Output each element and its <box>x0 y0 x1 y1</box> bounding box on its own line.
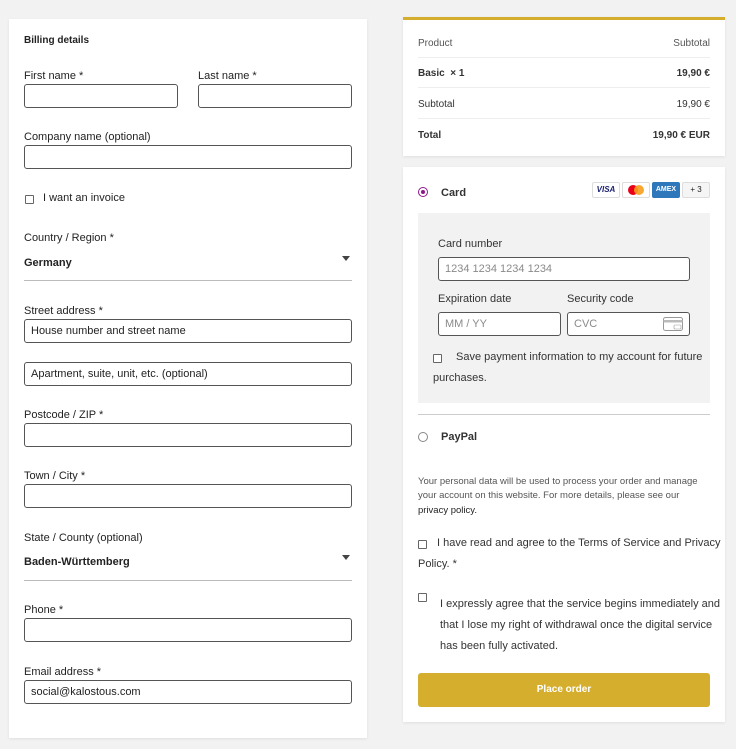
mastercard-icon <box>622 182 650 198</box>
payment-panel <box>403 167 725 722</box>
card-number-label: Card number <box>438 238 503 250</box>
divider <box>418 414 710 415</box>
radio-dot <box>421 190 425 194</box>
item-price: 19,90 € <box>676 68 710 79</box>
chevron-down-icon <box>342 555 350 560</box>
card-label: Card <box>441 187 467 199</box>
expiration-input[interactable]: MM / YY <box>438 312 561 336</box>
total-label: Total <box>418 130 442 141</box>
apartment-input[interactable]: Apartment, suite, unit, etc. (optional) <box>24 362 352 386</box>
save-info-line2: purchases. <box>433 372 487 384</box>
state-label: State / County (optional) <box>24 532 143 544</box>
save-info-checkbox[interactable] <box>433 354 442 363</box>
expiration-label: Expiration date <box>438 293 512 305</box>
card-number-input[interactable]: 1234 1234 1234 1234 <box>438 257 690 281</box>
withdrawal-line1: I expressly agree that the service begins immediately and <box>440 598 721 610</box>
town-label: Town / City * <box>24 470 86 482</box>
country-label: Country / Region * <box>24 232 114 244</box>
terms-line1: I have read and agree to the Terms of Service and Privacy <box>437 537 721 549</box>
cvc-card-icon <box>663 317 683 334</box>
col-product: Product <box>418 38 453 49</box>
paypal-label: PayPal <box>441 431 478 443</box>
first-name-input[interactable] <box>24 84 178 108</box>
divider <box>418 87 710 88</box>
state-select[interactable] <box>24 547 352 581</box>
state-value: Baden-Württemberg <box>24 556 130 568</box>
card-form <box>418 213 710 403</box>
privacy-policy-link[interactable]: privacy policy. <box>418 505 477 516</box>
town-input[interactable] <box>24 484 352 508</box>
invoice-label: I want an invoice <box>43 192 125 204</box>
company-input[interactable] <box>24 145 352 169</box>
subtotal-value: 19,90 € <box>676 99 710 110</box>
save-info-line1: Save payment information to my account for future <box>456 351 703 363</box>
country-select[interactable] <box>24 247 352 281</box>
divider <box>418 57 710 58</box>
street-input[interactable]: House number and street name <box>24 319 352 343</box>
security-label: Security code <box>567 293 634 305</box>
first-name-label: First name * <box>24 70 84 82</box>
country-value: Germany <box>24 257 72 269</box>
item-name: Basic × 1 <box>418 68 465 79</box>
withdrawal-checkbox[interactable] <box>418 593 427 602</box>
street-label: Street address * <box>24 305 103 317</box>
privacy-line1: Your personal data will be used to process your order and manage <box>418 476 698 487</box>
invoice-checkbox[interactable] <box>25 195 34 204</box>
phone-label: Phone * <box>24 604 64 616</box>
order-summary <box>403 17 725 156</box>
billing-panel <box>9 19 367 738</box>
place-order-button[interactable]: Place order <box>418 673 710 707</box>
chevron-down-icon <box>342 256 350 261</box>
more-brands-badge: + 3 <box>682 182 710 198</box>
total-value: 19,90 € EUR <box>652 130 710 141</box>
privacy-line2: your account on this website. For more details, please see our <box>418 490 680 501</box>
subtotal-label: Subtotal <box>418 99 455 110</box>
withdrawal-line2: that I lose my right of withdrawal once the digital service <box>440 619 713 631</box>
security-input[interactable]: CVC <box>567 312 690 336</box>
amex-icon: AMEX <box>652 182 680 198</box>
last-name-input[interactable] <box>198 84 352 108</box>
postcode-input[interactable] <box>24 423 352 447</box>
paypal-radio[interactable] <box>418 432 428 442</box>
phone-input[interactable] <box>24 618 352 642</box>
company-label: Company name (optional) <box>24 131 151 143</box>
postcode-label: Postcode / ZIP * <box>24 409 104 421</box>
terms-checkbox[interactable] <box>418 540 427 549</box>
visa-icon: VISA <box>592 182 620 198</box>
card-radio[interactable] <box>418 187 428 197</box>
billing-title: Billing details <box>24 35 90 46</box>
email-input[interactable]: social@kalostous.com <box>24 680 352 704</box>
divider <box>418 118 710 119</box>
terms-line2: Policy. * <box>418 558 457 570</box>
email-label: Email address * <box>24 666 102 678</box>
last-name-label: Last name * <box>198 70 257 82</box>
withdrawal-line3: has been fully activated. <box>440 640 559 652</box>
col-subtotal: Subtotal <box>673 38 710 49</box>
